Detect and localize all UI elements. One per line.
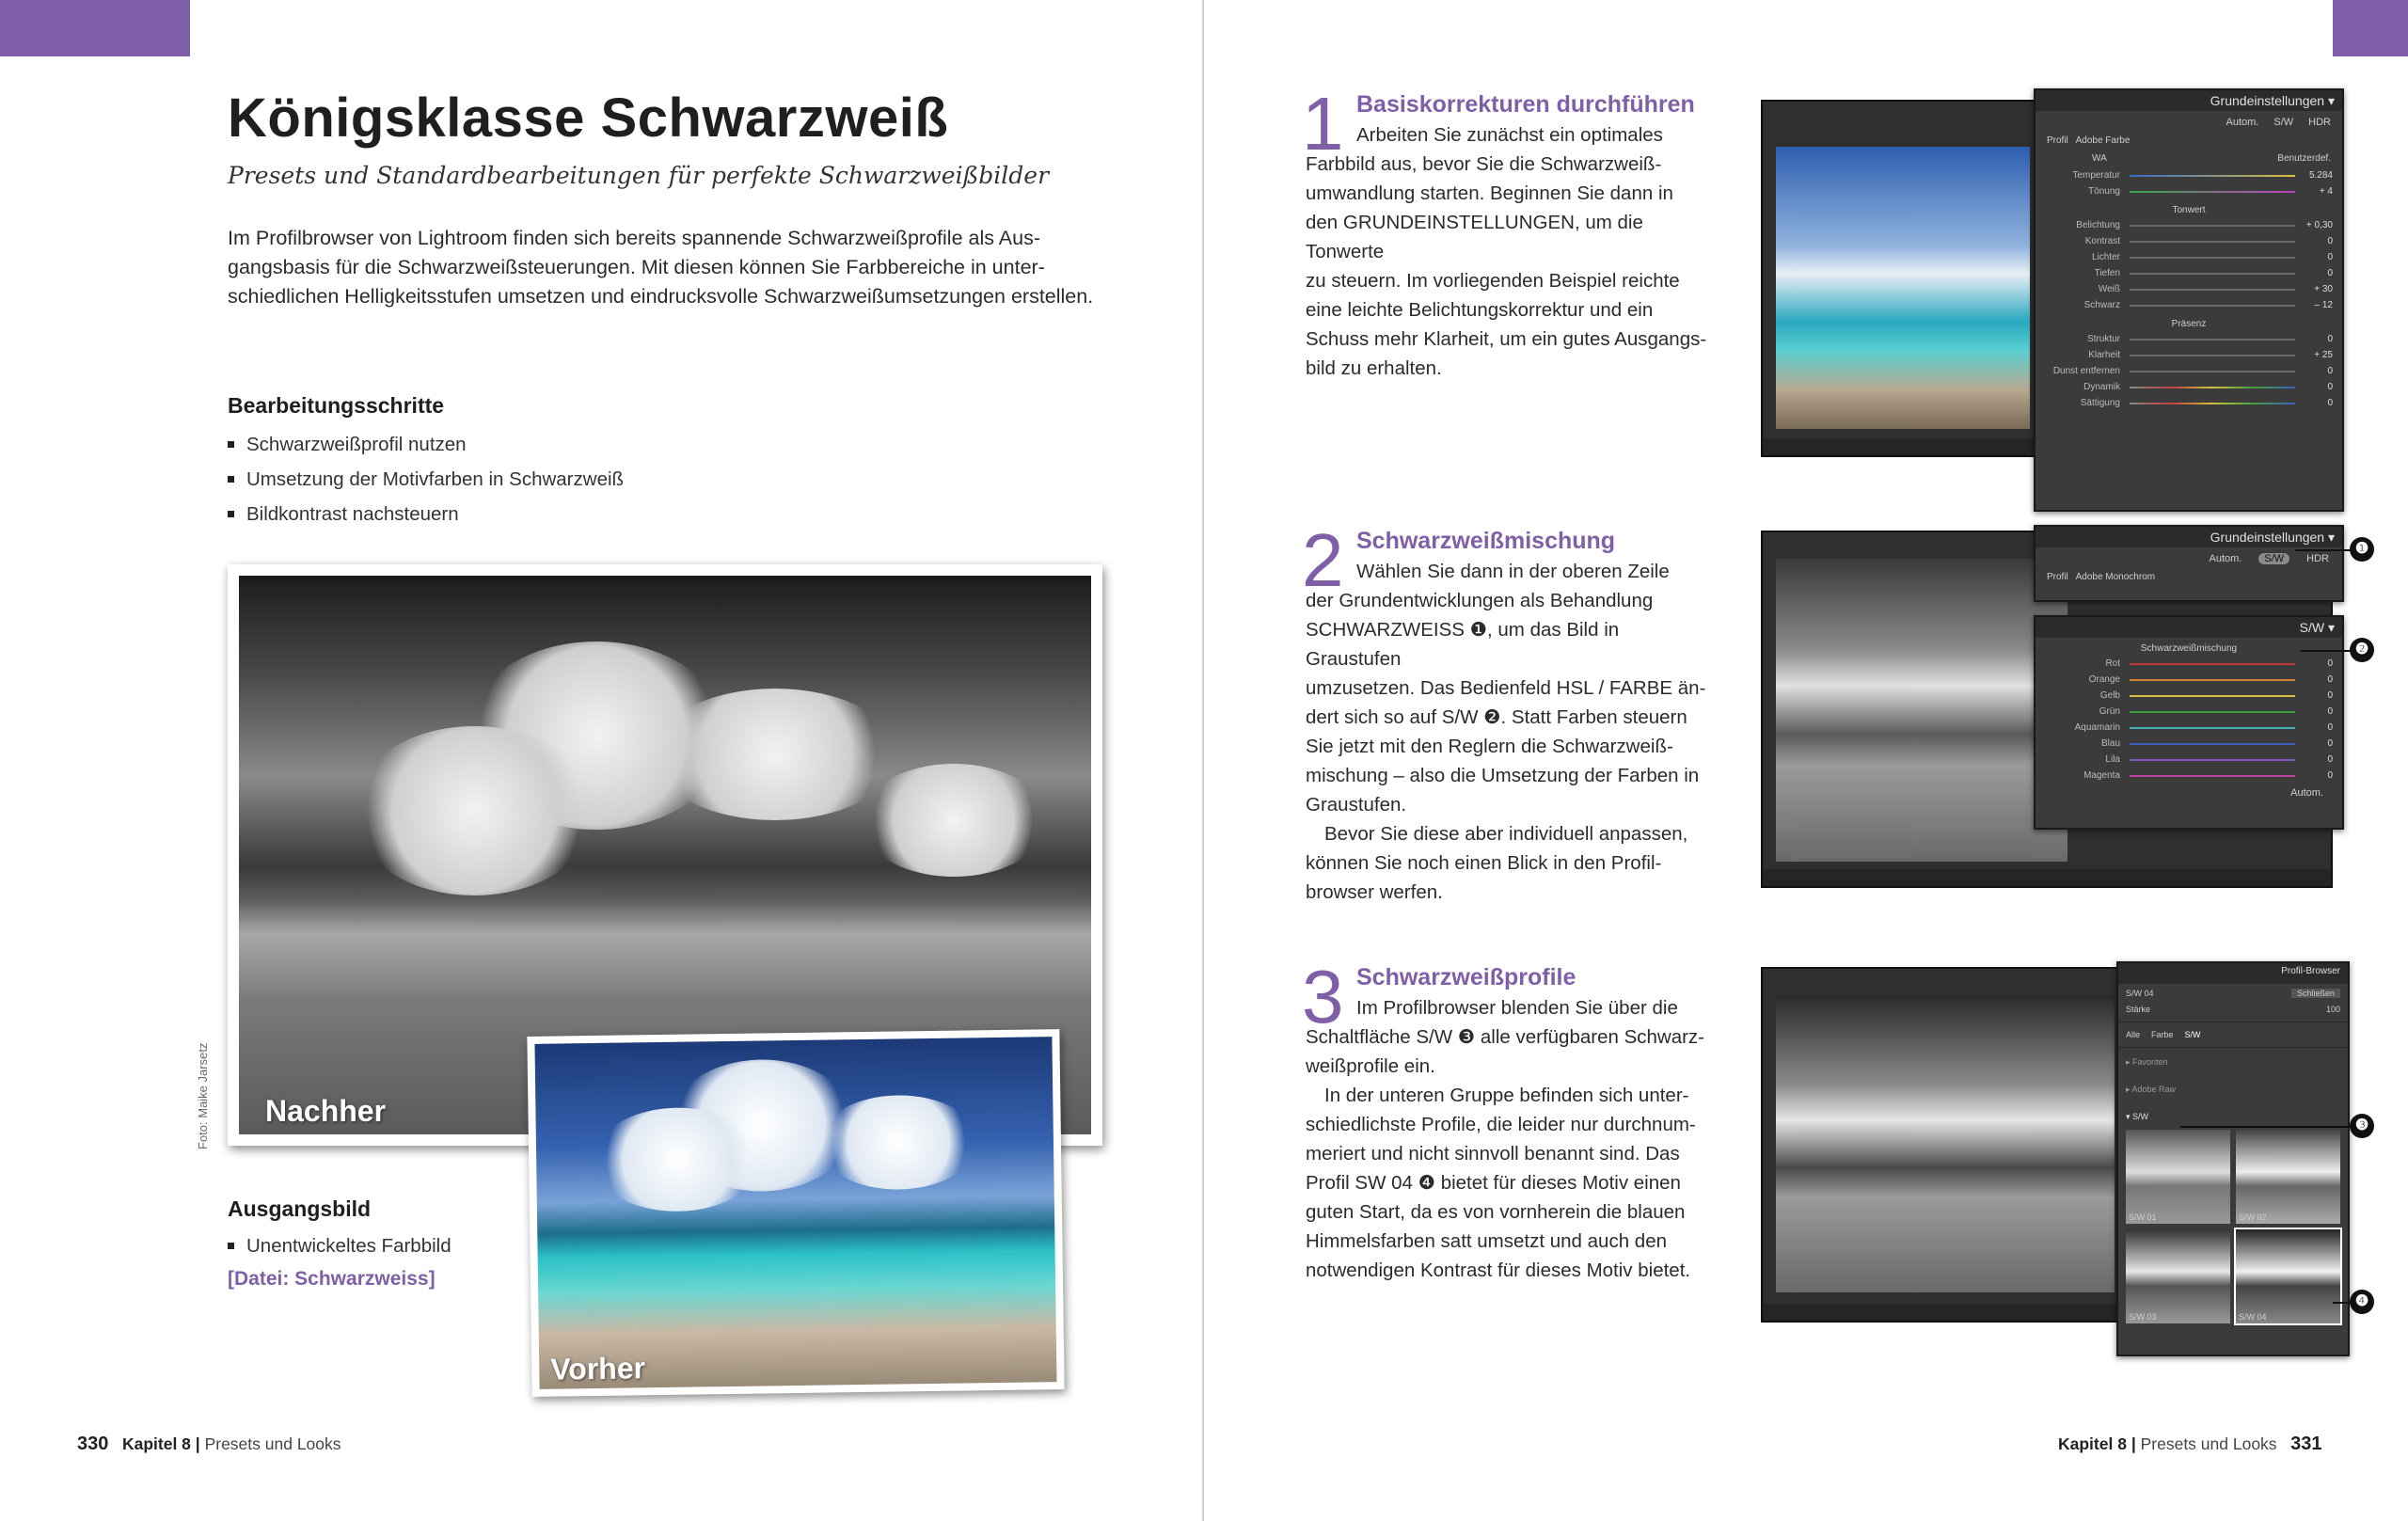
close-button[interactable]: Schließen (2291, 989, 2340, 998)
step-heading: Schwarzweißprofile (1356, 964, 1576, 990)
text-line: umzusetzen. Das Bedienfeld HSL / FARBE än- (1306, 677, 1706, 699)
filter-bw[interactable]: S/W (2184, 1030, 2201, 1039)
profile-thumb[interactable]: S/W 02 (2236, 1130, 2340, 1224)
basic-settings-panel-bw (2034, 525, 2344, 602)
current-profile-row (2118, 984, 2348, 1003)
profile-thumb[interactable]: S/W 03 (2126, 1229, 2230, 1323)
intro-line: schiedlichen Helligkeitsstufen umsetzen und eindrucksvolle Schwarzweißumsetzungen erstellen. (228, 285, 1094, 308)
text-line: zu steuern. Im vorliegenden Beispiel reichte (1306, 270, 1680, 292)
slider-temperature[interactable]: Temperatur 5.284 (2072, 170, 2333, 181)
slider-blue[interactable]: Blau 0 (2100, 738, 2333, 749)
footer-section: Presets und Looks (2140, 1434, 2277, 1453)
filmstrip (1763, 438, 2041, 455)
callout-line (2295, 549, 2357, 551)
text-line: eine leichte Belichtungskorrektur und ein (1306, 299, 1654, 321)
step-text (1306, 120, 1719, 383)
wb-row (2036, 148, 2342, 167)
text-line: notwendigen Kontrast für dieses Motiv bietet. (1306, 1260, 1691, 1281)
bw-button[interactable]: S/W (2273, 117, 2294, 128)
lightroom-screenshot-3 (1761, 967, 2128, 1323)
profile-browser-panel (2116, 961, 2350, 1356)
slider-clarity[interactable]: Klarheit + 25 (2088, 350, 2333, 360)
text-line: der Grundentwicklungen als Behandlung (1306, 590, 1654, 611)
source-list (228, 1228, 452, 1263)
step-text (1306, 993, 1719, 1285)
filmstrip (1763, 1304, 2126, 1321)
after-label: Nachher (265, 1094, 387, 1128)
profile-label: Profil (2047, 135, 2068, 146)
slider-aqua[interactable]: Aquamarin 0 (2074, 722, 2333, 733)
footer-chapter: Kapitel 8 (121, 1434, 191, 1453)
footer-chapter: Kapitel 8 (2058, 1434, 2127, 1453)
steps-heading: Bearbeitungsschritte (228, 393, 445, 418)
callout-line (2301, 650, 2357, 652)
amount-value: 100 (2325, 1005, 2340, 1014)
slider-saturation[interactable]: Sättigung 0 (2080, 398, 2333, 408)
text-line: Profil SW 04 ❹ bietet für dieses Motiv einen (1306, 1172, 1681, 1194)
step-number: 3 (1302, 955, 1344, 1038)
slider-green[interactable]: Grün 0 (2099, 706, 2333, 717)
group-adobe-raw[interactable]: ▸ Adobe Raw (2126, 1085, 2177, 1094)
wb-label: WA (2092, 153, 2107, 164)
current-profile: S/W 04 (2126, 989, 2154, 998)
group-favorites[interactable]: ▸ Favoriten (2126, 1057, 2168, 1067)
mix-heading: Schwarzweißmischung (2140, 643, 2238, 654)
list-item: Unentwickeltes Farbbild (228, 1228, 452, 1263)
bw-preview (1776, 995, 2115, 1292)
callout-2: ❷ (2350, 638, 2374, 662)
text-line: schiedlichste Profile, die leider nur durchnum- (1306, 1114, 1696, 1135)
list-item: Schwarzweißprofil nutzen (228, 427, 624, 462)
before-label: Vorher (550, 1351, 646, 1386)
intro-paragraph (228, 224, 1131, 311)
file-reference: [Datei: Schwarzweiss] (228, 1268, 436, 1290)
slider-magenta[interactable]: Magenta 0 (2083, 770, 2333, 781)
slider-vibrance[interactable]: Dynamik 0 (2083, 382, 2333, 392)
callout-line (2180, 1126, 2359, 1128)
slider-dehaze[interactable]: Dunst entfernen 0 (2052, 366, 2333, 376)
text-line: meriert und nicht sinnvoll benannt sind. Das (1306, 1143, 1680, 1165)
text-line: Graustufen. (1306, 794, 1407, 816)
slider-exposure[interactable]: Belichtung + 0,30 (2076, 220, 2333, 230)
text-line: Bevor Sie diese aber individuell anpassen, (1324, 823, 1688, 845)
slider-whites[interactable]: Weiß + 30 (2098, 284, 2333, 294)
text-line: Wählen Sie dann in der oberen Zeile (1356, 561, 1670, 582)
step-heading: Basiskorrekturen durchführen (1356, 91, 1695, 118)
amount-row[interactable] (2118, 1003, 2348, 1016)
panel-title: Grundeinstellungen (2210, 93, 2325, 108)
tone-heading: Tonwert (2172, 205, 2206, 215)
auto-button[interactable]: Autom. (2209, 553, 2242, 564)
text-line: dert sich so auf S/W ❷. Statt Farben steuern (1306, 706, 1687, 728)
hdr-button[interactable]: HDR (2306, 553, 2329, 564)
text-line: Himmelsfarben satt umsetzt und auch den (1306, 1230, 1667, 1252)
panel-title: Grundeinstellungen (2210, 530, 2325, 545)
page-number: 331 (2290, 1434, 2322, 1454)
slider-purple[interactable]: Lila 0 (2105, 754, 2333, 765)
filter-row (2118, 1022, 2348, 1048)
filmstrip (1763, 869, 2331, 886)
intro-line: gangsbasis für die Schwarzweißsteuerungen. Mit diesen können Sie Farbbereiche in unter- (228, 256, 1045, 278)
profile-row[interactable] (2036, 134, 2342, 148)
wb-value[interactable]: Benutzerdef. (2277, 153, 2331, 164)
slider-yellow[interactable]: Gelb 0 (2099, 690, 2333, 701)
panel-title: Profil-Browser (2281, 966, 2340, 976)
slider-contrast[interactable]: Kontrast 0 (2084, 236, 2333, 246)
text-line: Farbbild aus, bevor Sie die Schwarzweiß- (1306, 153, 1662, 175)
slider-texture[interactable]: Struktur 0 (2086, 334, 2333, 344)
page-gutter (1202, 0, 1204, 1521)
callout-1: ❶ (2350, 537, 2374, 562)
profile-thumb-selected[interactable]: S/W 04 (2236, 1229, 2340, 1323)
step-number: 2 (1302, 518, 1344, 602)
profile-thumb[interactable]: S/W 01 (2126, 1130, 2230, 1224)
text-line: weißprofile ein. (1306, 1055, 1435, 1077)
slider-red[interactable]: Rot 0 (2105, 658, 2333, 669)
text-line: Arbeiten Sie zunächst ein optimales (1356, 124, 1663, 146)
text-line: guten Start, da es von vornherein die blauen (1306, 1201, 1686, 1223)
step-heading: Schwarzweißmischung (1356, 528, 1616, 554)
page-title: Königsklasse Schwarzweiß (228, 87, 949, 149)
bw-preview (1776, 559, 2067, 862)
chapter-tab-left (0, 0, 190, 56)
bw-mix-panel (2034, 615, 2344, 830)
treatment-row (2036, 111, 2342, 134)
profile-value[interactable]: Adobe Monochrom (2075, 572, 2156, 582)
slider-blacks[interactable]: Schwarz – 12 (2083, 300, 2333, 310)
panel-header: Grundeinstellungen ▾ (2036, 90, 2342, 111)
step-text (1306, 557, 1719, 907)
text-line: den GRUNDEINSTELLUNGEN, um die Tonwerte (1306, 212, 1643, 262)
text-line: Schaltfläche S/W ❸ alle verfügbaren Schwarz- (1306, 1026, 1705, 1048)
intro-line: Im Profilbrowser von Lightroom finden sich bereits spannende Schwarzweißprofile als Aus- (228, 227, 1040, 249)
text-line: Sie jetzt mit den Reglern die Schwarzweiß- (1306, 736, 1673, 757)
chapter-tab-right (2333, 0, 2408, 56)
filter-color[interactable]: Farbe (2151, 1030, 2174, 1039)
lightroom-screenshot-1 (1761, 100, 2043, 457)
color-photo (534, 1037, 1056, 1389)
color-preview (1776, 147, 2030, 429)
slider-tint[interactable]: Tönung + 4 (2088, 186, 2333, 197)
panel-title: S/W (2299, 620, 2325, 635)
photo-before (527, 1029, 1064, 1397)
step-number: 1 (1302, 82, 1344, 166)
panel-header: Grundeinstellungen ▾ (2036, 527, 2342, 547)
panel-header (2118, 963, 2348, 984)
text-line: Im Profilbrowser blenden Sie über die (1356, 997, 1678, 1019)
slider-highlights[interactable]: Lichter 0 (2091, 252, 2333, 262)
footer-section: Presets und Looks (204, 1434, 341, 1453)
callout-3: ❸ (2350, 1114, 2374, 1138)
text-line: umwandlung starten. Beginnen Sie dann in (1306, 182, 1673, 204)
footer-separator: | (195, 1434, 200, 1453)
text-line: Schuss mehr Klarheit, um ein gutes Ausgangs- (1306, 328, 1707, 350)
text-line: In der unteren Gruppe befinden sich unter- (1324, 1085, 1689, 1106)
presence-heading: Präsenz (2171, 319, 2207, 329)
text-line: mischung – also die Umsetzung der Farben in (1306, 765, 1700, 786)
profile-value[interactable]: Adobe Farbe (2075, 135, 2131, 146)
basic-settings-panel (2034, 88, 2344, 512)
list-item: Bildkontrast nachsteuern (228, 497, 624, 531)
filter-all[interactable]: Alle (2126, 1030, 2141, 1039)
profile-thumbnails (2118, 1126, 2348, 1327)
profile-row[interactable] (2036, 570, 2342, 584)
slider-shadows[interactable]: Tiefen 0 (2094, 268, 2333, 278)
footer-left (77, 1434, 341, 1455)
slider-orange[interactable]: Orange 0 (2088, 674, 2333, 685)
footer-separator: | (2131, 1434, 2136, 1453)
mix-auto-button[interactable]: Autom. (2290, 787, 2323, 799)
source-heading: Ausgangsbild (228, 1196, 372, 1221)
photo-credit: Foto: Maike Jarsetz (196, 1042, 210, 1149)
amount-label: Stärke (2126, 1005, 2151, 1014)
list-item: Umsetzung der Motivfarben in Schwarzweiß (228, 462, 624, 497)
hdr-button[interactable]: HDR (2308, 117, 2331, 128)
bw-button-active[interactable]: S/W (2258, 553, 2289, 564)
text-line: können Sie noch einen Blick in den Profil- (1306, 852, 1662, 874)
steps-list (228, 427, 624, 531)
profile-label: Profil (2047, 572, 2068, 582)
page-subtitle: Presets und Standardbearbeitungen für perfekte Schwarzweißbilder (228, 162, 1050, 189)
text-line: bild zu erhalten. (1306, 357, 1442, 379)
text-line: SCHWARZWEISS ❶, um das Bild in Graustufen (1306, 619, 1620, 670)
footer-right (2058, 1434, 2322, 1455)
text-line: browser werfen. (1306, 881, 1443, 903)
callout-4: ❹ (2350, 1290, 2374, 1314)
auto-button[interactable]: Autom. (2226, 117, 2259, 128)
panel-header: S/W ▾ (2036, 617, 2342, 638)
page-number: 330 (77, 1434, 109, 1454)
group-bw[interactable]: ▾ S/W (2126, 1112, 2149, 1121)
